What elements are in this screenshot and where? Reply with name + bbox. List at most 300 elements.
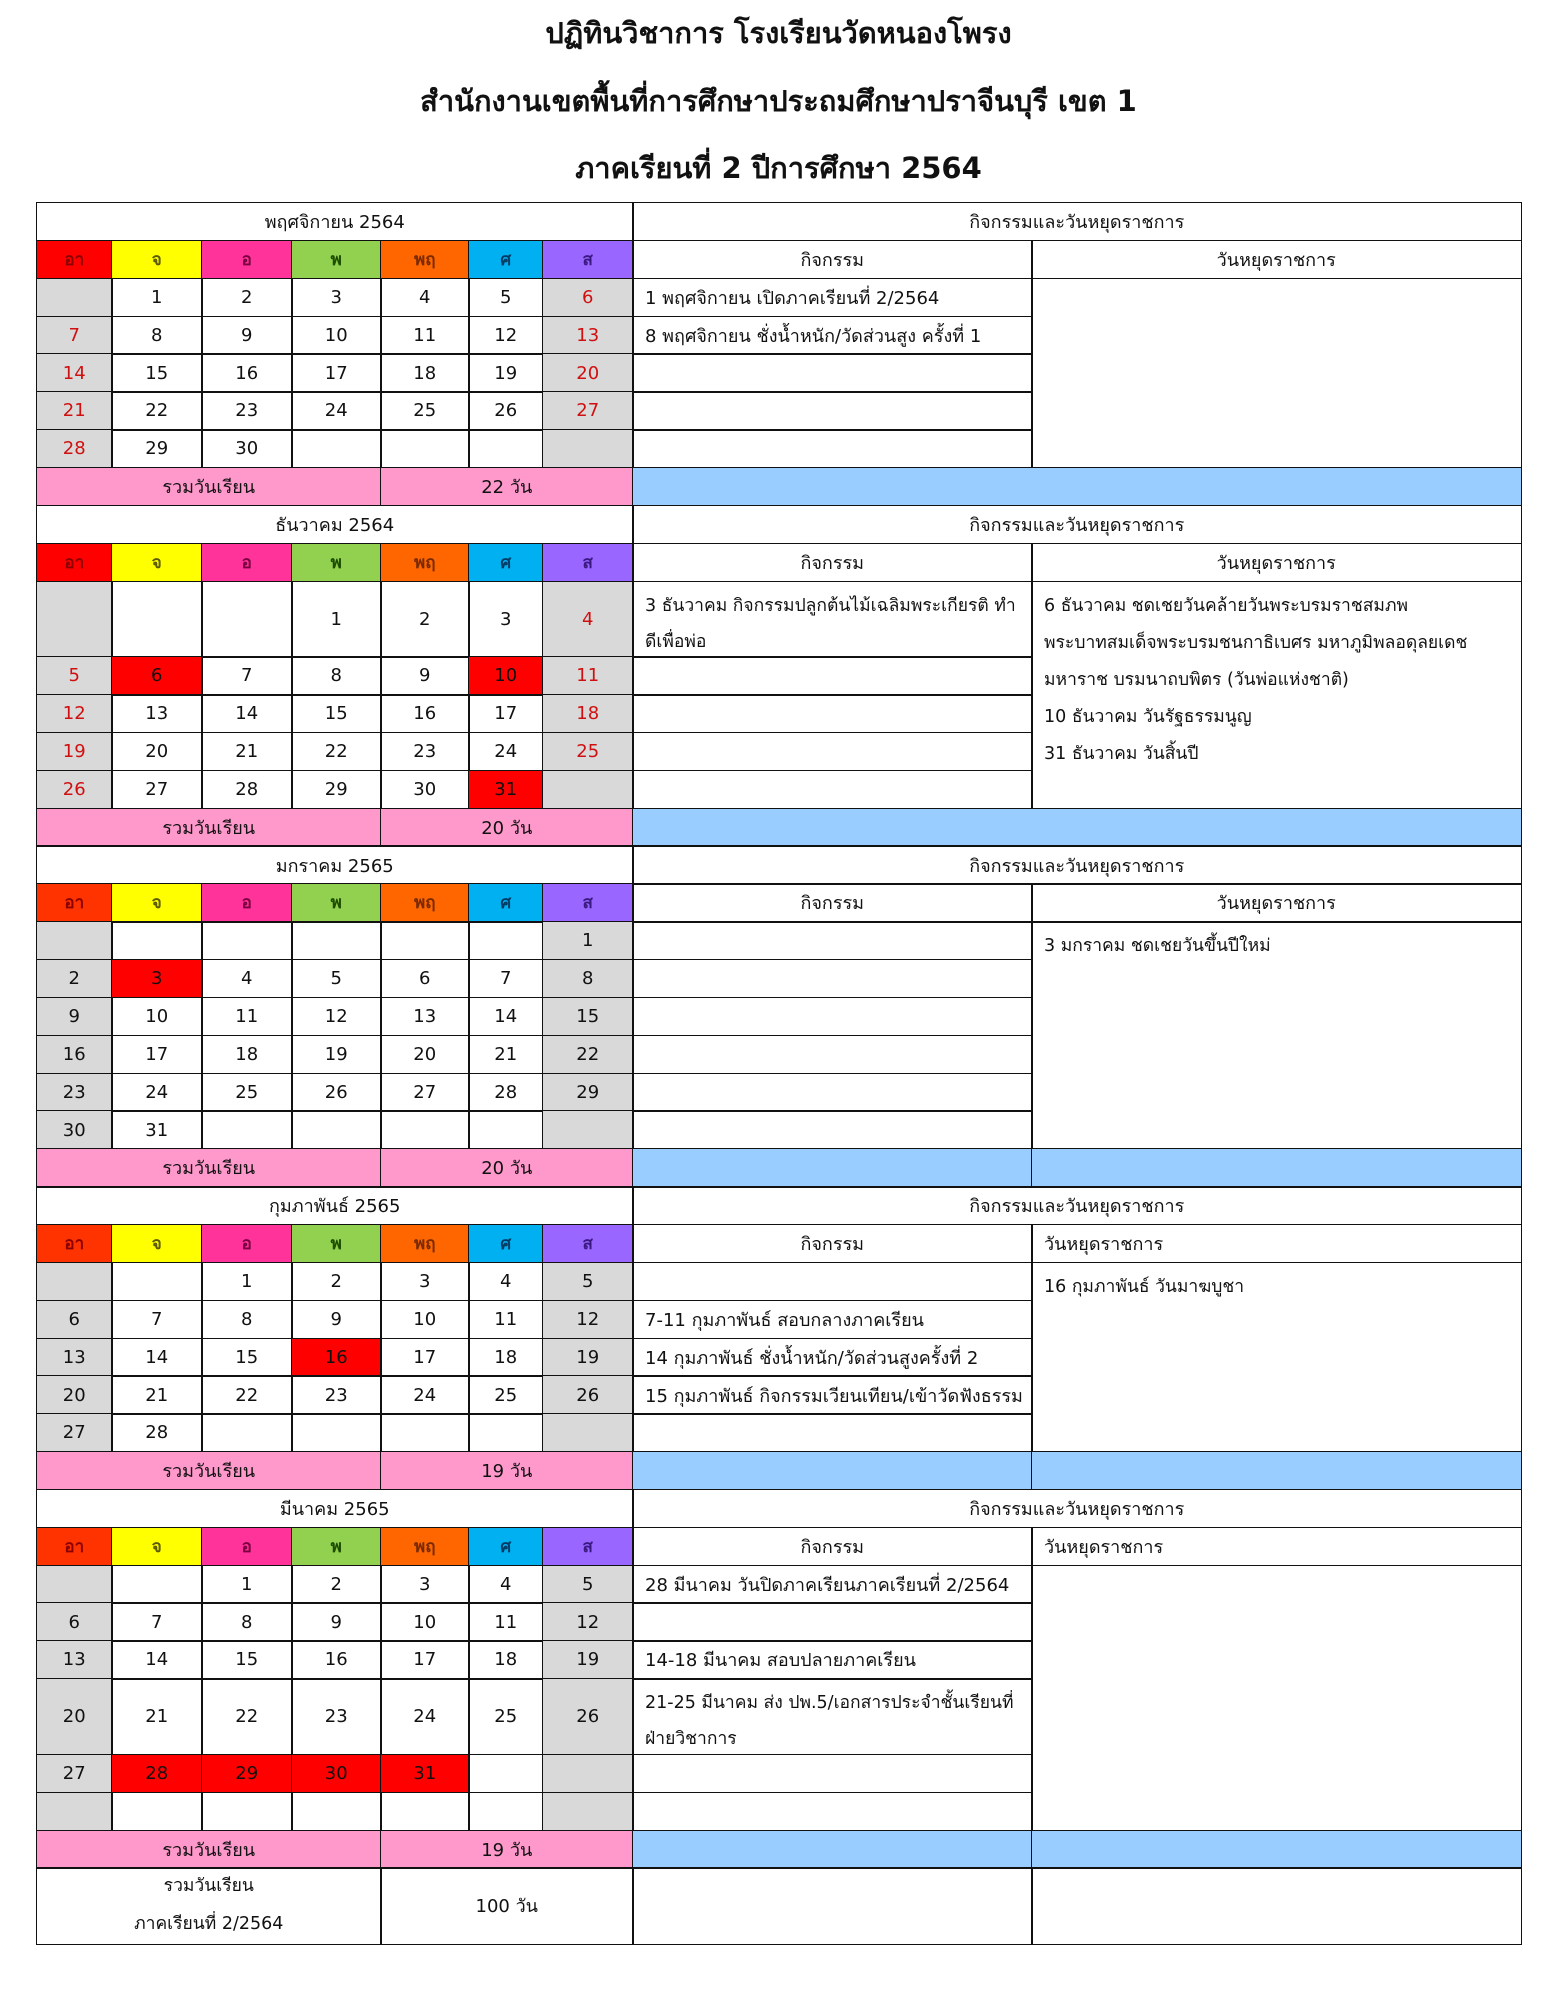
activity-entry: 1 พฤศจิกายน เปิดภาคเรียนที่ 2/2564: [632, 278, 1033, 317]
calendar-day: 7: [111, 1602, 203, 1641]
page-title: ปฏิทินวิชาการ โรงเรียนวัดหนองโพรง: [545, 16, 1012, 50]
activity-entry-empty: [632, 1110, 1033, 1149]
calendar-day: 12: [468, 316, 544, 355]
calendar-day: 11: [542, 656, 634, 695]
month-title: กุมภาพันธ์ 2565: [36, 1186, 634, 1225]
calendar-day: 27: [542, 391, 634, 430]
holiday-entry: 31 ธันวาคม วันสิ้นปี: [1044, 743, 1199, 764]
calendar-day: 16: [380, 694, 470, 733]
activity-entry-line: 21-25 มีนาคม ส่ง ปพ.5/เอกสารประจำชั้นเรียนที่: [645, 1693, 1014, 1714]
calendar-day-empty: [111, 581, 203, 658]
calendar-day-empty: [380, 1792, 470, 1831]
calendar-day: 4: [468, 1565, 544, 1604]
weekday-header-3: พ: [291, 883, 382, 922]
calendar-day: 5: [468, 278, 544, 317]
activity-entry: [632, 581, 1033, 658]
activity-entry-empty: [632, 1413, 1033, 1452]
weekday-header-4: พฤ: [380, 543, 470, 582]
calendar-day: 3: [291, 278, 382, 317]
calendar-day-empty: [201, 1792, 293, 1831]
page-subtitle-semester: ภาคเรียนที่ 2 ปีการศึกษา 2564: [575, 151, 982, 185]
semester-total-label: [36, 1867, 382, 1944]
total-school-days-value: 20 วัน: [380, 808, 634, 847]
calendar-day: 14: [201, 694, 293, 733]
holiday-column-header: วันหยุดราชการ: [1031, 543, 1522, 582]
holiday-entry: 3 มกราคม ชดเชยวันขึ้นปีใหม่: [1044, 936, 1271, 957]
calendar-day: 10: [380, 1300, 470, 1339]
holiday-list: [1031, 278, 1522, 469]
weekday-header-2: อ: [201, 1527, 293, 1566]
calendar-day: 21: [201, 732, 293, 771]
calendar-day-empty: [380, 1110, 470, 1149]
weekday-header-0: อา: [36, 1527, 113, 1566]
calendar-day: 9: [201, 316, 293, 355]
calendar-day: 12: [36, 694, 113, 733]
calendar-day: 1: [542, 921, 634, 960]
calendar-day-empty: [468, 429, 544, 468]
weekday-header-0: อา: [36, 543, 113, 582]
activity-entry: 28 มีนาคม วันปิดภาคเรียนภาคเรียนที่ 2/2564: [632, 1565, 1033, 1604]
calendar-day: 10: [291, 316, 382, 355]
calendar-day: 5: [36, 656, 113, 695]
calendar-day: 31: [380, 1754, 470, 1793]
calendar-day: 2: [380, 581, 470, 658]
calendar-day: 29: [291, 770, 382, 809]
calendar-day-empty: [468, 921, 544, 960]
calendar-day: 15: [542, 997, 634, 1036]
calendar-day: 6: [380, 959, 470, 998]
calendar-day: 25: [468, 1375, 544, 1414]
holiday-entry: มหาราช บรมนาถบพิตร (วันพ่อแห่งชาติ): [1044, 669, 1349, 690]
activity-entry: 14 กุมภาพันธ์ ชั่งน้ำหนัก/วัดส่วนสูงครั้งที่ 2: [632, 1338, 1033, 1377]
calendar-day: 23: [36, 1073, 113, 1112]
activities-holidays-title: กิจกรรมและวันหยุดราชการ: [632, 202, 1522, 241]
month-title: ธันวาคม 2564: [36, 505, 634, 544]
calendar-day: 27: [111, 770, 203, 809]
activity-entry-empty: [632, 1754, 1033, 1793]
summary-blue-band: [632, 1451, 1033, 1490]
calendar-day: 22: [201, 1678, 293, 1755]
calendar-day: 4: [201, 959, 293, 998]
calendar-day: 8: [291, 656, 382, 695]
calendar-day: 13: [111, 694, 203, 733]
total-school-days-value: 19 วัน: [380, 1451, 634, 1490]
weekday-header-6: ส: [542, 1527, 634, 1566]
calendar-day: 5: [542, 1565, 634, 1604]
weekday-header-3: พ: [291, 1527, 382, 1566]
calendar-day: 15: [291, 694, 382, 733]
calendar-day: 24: [111, 1073, 203, 1112]
calendar-day: 20: [36, 1678, 113, 1755]
calendar-day: 19: [542, 1640, 634, 1679]
calendar-day: 17: [111, 1035, 203, 1074]
calendar-day: 21: [111, 1375, 203, 1414]
total-school-days-label: รวมวันเรียน: [36, 1148, 382, 1187]
calendar-day: 2: [201, 278, 293, 317]
calendar-day: 28: [36, 429, 113, 468]
calendar-day: 7: [468, 959, 544, 998]
calendar-day: 20: [380, 1035, 470, 1074]
calendar-day: 3: [468, 581, 544, 658]
calendar-day-empty: [380, 921, 470, 960]
weekday-header-2: อ: [201, 240, 293, 279]
calendar-day-empty: [291, 921, 382, 960]
calendar-day-empty: [111, 1262, 203, 1301]
calendar-day: 25: [542, 732, 634, 771]
calendar-day-empty: [111, 1565, 203, 1604]
activity-entry-empty: [632, 1262, 1033, 1301]
calendar-day: 26: [291, 1073, 382, 1112]
semester-total-empty: [1031, 1867, 1522, 1944]
calendar-day: 24: [468, 732, 544, 771]
calendar-day: 6: [36, 1300, 113, 1339]
total-school-days-value: 20 วัน: [380, 1148, 634, 1187]
calendar-day: 9: [380, 656, 470, 695]
calendar-day: 28: [111, 1413, 203, 1452]
weekday-header-1: จ: [111, 1224, 203, 1263]
calendar-day: 9: [291, 1602, 382, 1641]
activities-holidays-title: กิจกรรมและวันหยุดราชการ: [632, 1489, 1522, 1528]
calendar-day: 14: [111, 1338, 203, 1377]
calendar-day: 8: [111, 316, 203, 355]
calendar-day-empty: [201, 921, 293, 960]
calendar-day: 30: [291, 1754, 382, 1793]
calendar-day: 29: [542, 1073, 634, 1112]
calendar-day-empty: [291, 1110, 382, 1149]
activity-entry-empty: [632, 1073, 1033, 1112]
activity-entry-empty: [632, 353, 1033, 392]
calendar-day-empty: [36, 581, 113, 658]
calendar-day: 24: [380, 1678, 470, 1755]
holiday-column-header: วันหยุดราชการ: [1031, 1527, 1522, 1566]
calendar-day: 3: [111, 959, 203, 998]
month-title: พฤศจิกายน 2564: [36, 202, 634, 241]
calendar-day: 17: [380, 1338, 470, 1377]
calendar-day: 29: [111, 429, 203, 468]
holiday-list: [1031, 1262, 1522, 1453]
calendar-day: 27: [36, 1754, 113, 1793]
page-subtitle-office: สำนักงานเขตพื้นที่การศึกษาประถมศึกษาปราจีนบุรี เขต 1: [420, 84, 1137, 118]
summary-blue-band: [632, 808, 1522, 847]
calendar-day: 15: [111, 353, 203, 392]
calendar-day: 18: [468, 1338, 544, 1377]
calendar-day: 22: [542, 1035, 634, 1074]
weekday-header-5: ศ: [468, 1527, 544, 1566]
calendar-day: 24: [291, 391, 382, 430]
holiday-entry: 16 กุมภาพันธ์ วันมาฆบูชา: [1044, 1276, 1245, 1297]
calendar-day-empty: [201, 1110, 293, 1149]
calendar-day: 24: [380, 1375, 470, 1414]
total-school-days-value: 22 วัน: [380, 467, 634, 506]
calendar-day: 1: [291, 581, 382, 658]
calendar-day: 23: [380, 732, 470, 771]
calendar-day: 16: [36, 1035, 113, 1074]
weekday-header-1: จ: [111, 1527, 203, 1566]
month-title: มีนาคม 2565: [36, 1489, 634, 1528]
calendar-day-empty: [36, 1262, 113, 1301]
calendar-day: 22: [201, 1375, 293, 1414]
calendar-day: 20: [36, 1375, 113, 1414]
calendar-day-empty: [201, 1413, 293, 1452]
calendar-day-empty: [542, 770, 634, 809]
activity-column-header: กิจกรรม: [632, 543, 1033, 582]
weekday-header-3: พ: [291, 543, 382, 582]
calendar-day: 13: [36, 1640, 113, 1679]
calendar-day: 11: [201, 997, 293, 1036]
activity-entry-empty: [632, 1035, 1033, 1074]
calendar-day: 1: [201, 1565, 293, 1604]
calendar-day-empty: [291, 429, 382, 468]
activity-column-header: กิจกรรม: [632, 1224, 1033, 1263]
calendar-day-empty: [468, 1754, 544, 1793]
total-school-days-label: รวมวันเรียน: [36, 1830, 382, 1869]
activities-holidays-title: กิจกรรมและวันหยุดราชการ: [632, 845, 1522, 884]
calendar-day-empty: [36, 1792, 113, 1831]
weekday-header-0: อา: [36, 883, 113, 922]
activity-entry-empty: [632, 694, 1033, 733]
weekday-header-4: พฤ: [380, 883, 470, 922]
activity-column-header: กิจกรรม: [632, 883, 1033, 922]
calendar-day: 19: [36, 732, 113, 771]
calendar-day-empty: [468, 1413, 544, 1452]
holiday-list: [1031, 1565, 1522, 1831]
calendar-day: 7: [36, 316, 113, 355]
summary-blue-band: [1031, 1148, 1522, 1187]
calendar-day: 17: [380, 1640, 470, 1679]
weekday-header-5: ศ: [468, 543, 544, 582]
calendar-day: 6: [111, 656, 203, 695]
calendar-day-empty: [380, 429, 470, 468]
calendar-day: 8: [542, 959, 634, 998]
holiday-column-header: วันหยุดราชการ: [1031, 1224, 1522, 1263]
activity-entry-line: 3 ธันวาคม กิจกรรมปลูกต้นไม้เฉลิมพระเกียรติ ทำ: [645, 595, 1016, 616]
calendar-day-empty: [201, 581, 293, 658]
calendar-day: 14: [111, 1640, 203, 1679]
weekday-header-6: ส: [542, 1224, 634, 1263]
calendar-day: 21: [111, 1678, 203, 1755]
weekday-header-2: อ: [201, 1224, 293, 1263]
activity-column-header: กิจกรรม: [632, 240, 1033, 279]
calendar-day-empty: [380, 1413, 470, 1452]
activity-entry-line: ฝ่ายวิชาการ: [645, 1729, 737, 1750]
calendar-day: 10: [111, 997, 203, 1036]
activity-entry: 7-11 กุมภาพันธ์ สอบกลางภาคเรียน: [632, 1300, 1033, 1339]
weekday-header-1: จ: [111, 240, 203, 279]
calendar-day: 9: [36, 997, 113, 1036]
calendar-day: 17: [291, 353, 382, 392]
calendar-day: 10: [380, 1602, 470, 1641]
calendar-day: 16: [291, 1640, 382, 1679]
total-school-days-label: รวมวันเรียน: [36, 467, 382, 506]
calendar-day: 19: [468, 353, 544, 392]
activities-holidays-title: กิจกรรมและวันหยุดราชการ: [632, 505, 1522, 544]
weekday-header-4: พฤ: [380, 1224, 470, 1263]
activity-entry: [632, 1678, 1033, 1755]
calendar-day: 12: [291, 997, 382, 1036]
weekday-header-3: พ: [291, 1224, 382, 1263]
weekday-header-6: ส: [542, 543, 634, 582]
summary-blue-band: [1031, 1451, 1522, 1490]
calendar-day: 9: [291, 1300, 382, 1339]
semester-total-empty: [632, 1867, 1033, 1944]
calendar-day-empty: [291, 1792, 382, 1831]
activity-entry-empty: [632, 921, 1033, 960]
calendar-day: 15: [201, 1338, 293, 1377]
activity-entry-empty: [632, 656, 1033, 695]
activity-entry-line: ดีเพื่อพ่อ: [645, 631, 707, 652]
activity-entry-empty: [632, 997, 1033, 1036]
holiday-entry: 6 ธันวาคม ชดเชยวันคล้ายวันพระบรมราชสมภพ: [1044, 595, 1409, 616]
calendar-day-empty: [36, 278, 113, 317]
summary-blue-band: [632, 467, 1522, 506]
activity-entry-empty: [632, 732, 1033, 771]
calendar-day: 6: [542, 278, 634, 317]
calendar-day-empty: [36, 1565, 113, 1604]
activity-entry-empty: [632, 959, 1033, 998]
weekday-header-1: จ: [111, 543, 203, 582]
calendar-day: 4: [542, 581, 634, 658]
calendar-day: 14: [36, 353, 113, 392]
calendar-day: 28: [468, 1073, 544, 1112]
calendar-day: 17: [468, 694, 544, 733]
calendar-day-empty: [542, 1792, 634, 1831]
holiday-entry: พระบาทสมเด็จพระบรมชนกาธิเบศร มหาภูมิพลอดุลยเดช: [1044, 632, 1468, 653]
weekday-header-4: พฤ: [380, 1527, 470, 1566]
calendar-day: 4: [468, 1262, 544, 1301]
calendar-day: 23: [291, 1678, 382, 1755]
calendar-day: 7: [201, 656, 293, 695]
calendar-day: 3: [380, 1262, 470, 1301]
calendar-day: 19: [291, 1035, 382, 1074]
calendar-day: 2: [291, 1262, 382, 1301]
calendar-day: 26: [542, 1678, 634, 1755]
activity-entry-empty: [632, 770, 1033, 809]
calendar-day: 11: [468, 1602, 544, 1641]
summary-blue-band: [632, 1148, 1033, 1187]
calendar-day: 23: [291, 1375, 382, 1414]
holiday-entry: 10 ธันวาคม วันรัฐธรรมนูญ: [1044, 706, 1252, 727]
calendar-day-empty: [468, 1792, 544, 1831]
weekday-header-2: อ: [201, 543, 293, 582]
activity-entry: 14-18 มีนาคม สอบปลายภาคเรียน: [632, 1640, 1033, 1679]
calendar-day: 4: [380, 278, 470, 317]
calendar-day: 6: [36, 1602, 113, 1641]
calendar-day: 22: [291, 732, 382, 771]
calendar-day: 30: [36, 1110, 113, 1149]
calendar-day: 21: [468, 1035, 544, 1074]
weekday-header-3: พ: [291, 240, 382, 279]
calendar-day-empty: [291, 1413, 382, 1452]
calendar-day: 1: [201, 1262, 293, 1301]
activity-entry-empty: [632, 391, 1033, 430]
activity-entry-empty: [632, 1792, 1033, 1831]
calendar-day: 11: [468, 1300, 544, 1339]
calendar-day: 1: [111, 278, 203, 317]
calendar-day: 26: [542, 1375, 634, 1414]
calendar-day: 25: [380, 391, 470, 430]
holiday-column-header: วันหยุดราชการ: [1031, 883, 1522, 922]
calendar-day: 23: [201, 391, 293, 430]
weekday-header-6: ส: [542, 883, 634, 922]
calendar-day: 31: [111, 1110, 203, 1149]
weekday-header-6: ส: [542, 240, 634, 279]
summary-blue-band: [632, 1830, 1033, 1869]
activity-entry: 15 กุมภาพันธ์ กิจกรรมเวียนเทียน/เข้าวัดฟังธรรม: [632, 1375, 1033, 1414]
calendar-day: 18: [201, 1035, 293, 1074]
calendar-day-empty: [111, 1792, 203, 1831]
holiday-list: [1031, 581, 1522, 810]
calendar-day: 16: [201, 353, 293, 392]
calendar-day: 16: [291, 1338, 382, 1377]
calendar-day: 13: [36, 1338, 113, 1377]
calendar-day: 7: [111, 1300, 203, 1339]
calendar-day: 18: [468, 1640, 544, 1679]
calendar-day: 30: [201, 429, 293, 468]
calendar-day: 14: [468, 997, 544, 1036]
calendar-day: 12: [542, 1602, 634, 1641]
weekday-header-0: อา: [36, 240, 113, 279]
calendar-day: 30: [380, 770, 470, 809]
calendar-day: 8: [201, 1300, 293, 1339]
calendar-day-empty: [542, 1110, 634, 1149]
weekday-header-2: อ: [201, 883, 293, 922]
calendar-day: 25: [468, 1678, 544, 1755]
calendar-day: 3: [380, 1565, 470, 1604]
calendar-day: 29: [201, 1754, 293, 1793]
calendar-day-empty: [468, 1110, 544, 1149]
calendar-day: 20: [542, 353, 634, 392]
calendar-day-empty: [111, 921, 203, 960]
calendar-day: 26: [468, 391, 544, 430]
total-school-days-label: รวมวันเรียน: [36, 808, 382, 847]
semester-total-label-line: ภาคเรียนที่ 2/2564: [134, 1914, 284, 1935]
calendar-day: 19: [542, 1338, 634, 1377]
calendar-day: 21: [36, 391, 113, 430]
weekday-header-0: อา: [36, 1224, 113, 1263]
semester-total-label-line: รวมวันเรียน: [163, 1876, 254, 1897]
activity-entry-empty: [632, 1602, 1033, 1641]
semester-total-value: 100 วัน: [380, 1867, 634, 1944]
calendar-day: 20: [111, 732, 203, 771]
calendar-day: 13: [542, 316, 634, 355]
calendar-day-empty: [542, 429, 634, 468]
activity-entry: 8 พฤศจิกายน ชั่งน้ำหนัก/วัดส่วนสูง ครั้งที่ 1: [632, 316, 1033, 355]
calendar-day: 13: [380, 997, 470, 1036]
calendar-day: 8: [201, 1602, 293, 1641]
calendar-day: 31: [468, 770, 544, 809]
calendar-day: 10: [468, 656, 544, 695]
calendar-day: 27: [36, 1413, 113, 1452]
calendar-day: 2: [36, 959, 113, 998]
holiday-column-header: วันหยุดราชการ: [1031, 240, 1522, 279]
weekday-header-5: ศ: [468, 1224, 544, 1263]
calendar-day: 5: [291, 959, 382, 998]
activities-holidays-title: กิจกรรมและวันหยุดราชการ: [632, 1186, 1522, 1225]
calendar-day: 28: [111, 1754, 203, 1793]
activity-column-header: กิจกรรม: [632, 1527, 1033, 1566]
calendar-day: 25: [201, 1073, 293, 1112]
calendar-day-empty: [36, 921, 113, 960]
calendar-day: 2: [291, 1565, 382, 1604]
calendar-day: 28: [201, 770, 293, 809]
holiday-list: [1031, 921, 1522, 1150]
activity-entry-empty: [632, 429, 1033, 468]
calendar-day: 15: [201, 1640, 293, 1679]
calendar-day: 27: [380, 1073, 470, 1112]
calendar-day-empty: [542, 1413, 634, 1452]
calendar-day: 22: [111, 391, 203, 430]
summary-blue-band: [1031, 1830, 1522, 1869]
